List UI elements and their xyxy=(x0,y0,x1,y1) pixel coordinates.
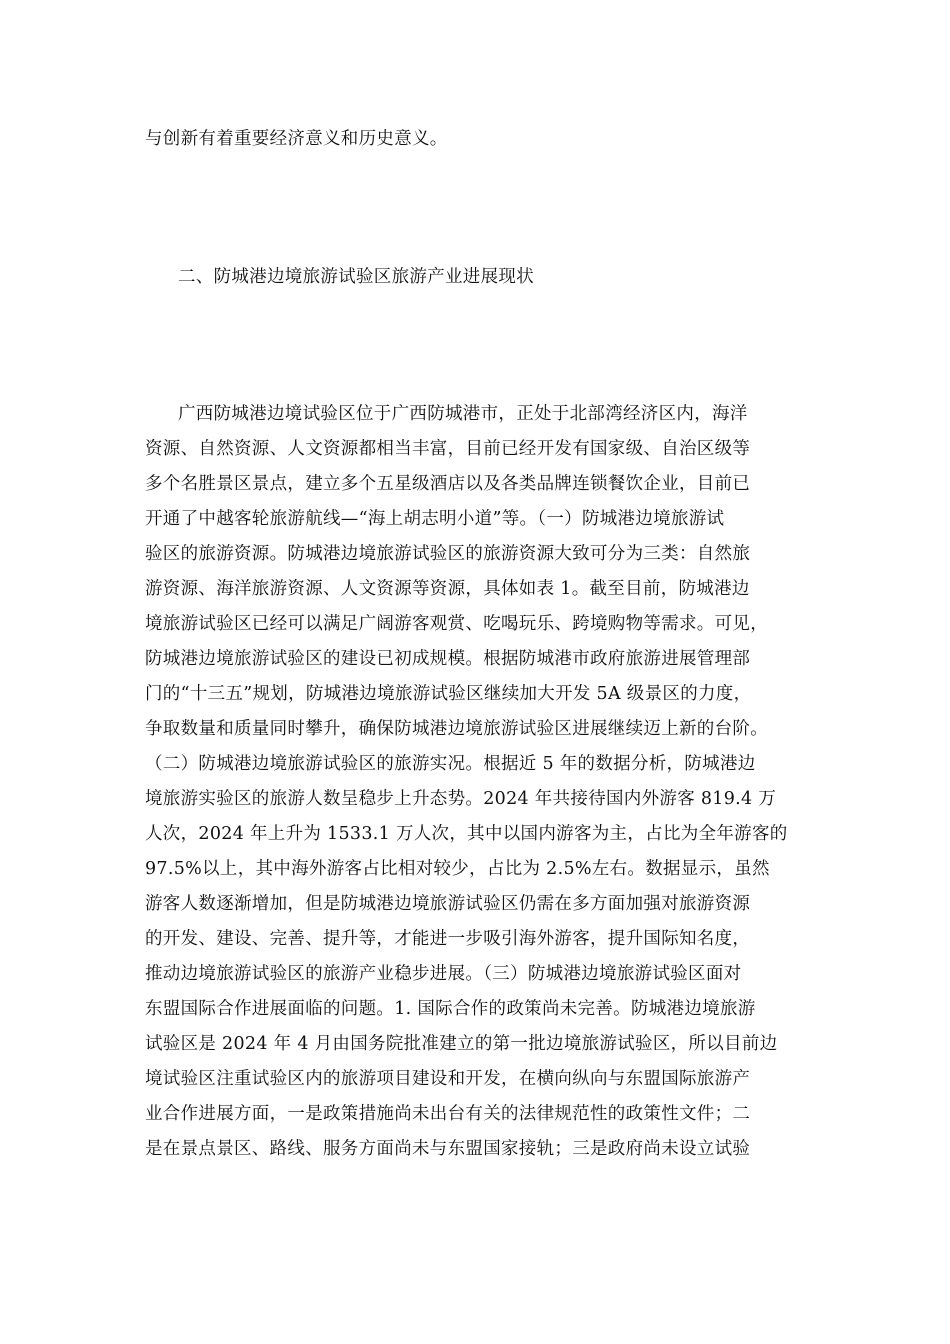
body-line: 是在景点景区、路线、服务方面尚未与东盟国家接轨；三是政府尚未设立试验 xyxy=(145,1139,751,1159)
body-line: 游资源、海洋旅游资源、人文资源等资源，具体如表 1。截至目前，防城港边 xyxy=(145,579,750,599)
body-line: （二）防城港边境旅游试验区的旅游实况。根据近 5 年的数据分析，防城港边 xyxy=(145,754,756,774)
body-line: 东盟国际合作进展面临的问题。1. 国际合作的政策尚未完善。防城港边境旅游 xyxy=(145,999,756,1019)
body-line: 资源、自然资源、人文资源都相当丰富，目前已经开发有国家级、自治区级等 xyxy=(145,439,751,459)
intro-tail-line: 与创新有着重要经济意义和历史意义。 xyxy=(145,129,448,149)
body-line: 的开发、建设、完善、提升等，才能进一步吸引海外游客，提升国际知名度， xyxy=(145,929,751,949)
body-line: 境试验区注重试验区内的旅游项目建设和开发，在横向纵向与东盟国际旅游产 xyxy=(145,1069,751,1089)
body-line: 业合作进展方面，一是政策措施尚未出台有关的法律规范性的政策性文件；二 xyxy=(145,1104,751,1124)
body-line: 推动边境旅游试验区的旅游产业稳步进展。（三）防城港边境旅游试验区面对 xyxy=(145,964,742,984)
body-line: 防城港边境旅游试验区的建设已初成规模。根据防城港市政府旅游进展管理部 xyxy=(145,649,751,669)
body-line: 97.5%以上，其中海外游客占比相对较少，占比为 2.5%左右。数据显示，虽然 xyxy=(145,859,770,879)
body-line: 争取数量和质量同时攀升，确保防城港边境旅游试验区进展继续迈上新的台阶。 xyxy=(145,719,768,739)
body-line: 开通了中越客轮旅游航线—“海上胡志明小道”等。（一）防城港边境旅游试 xyxy=(145,509,725,529)
body-line: 游客人数逐渐增加，但是防城港边境旅游试验区仍需在多方面加强对旅游资源 xyxy=(145,894,751,914)
body-line: 广西防城港边境试验区位于广西防城港市，正处于北部湾经济区内，海洋 xyxy=(178,404,748,424)
body-line: 境旅游试验区已经可以满足广阔游客观赏、吃喝玩乐、跨境购物等需求。可见， xyxy=(145,614,768,634)
body-line: 验区的旅游资源。防城港边境旅游试验区的旅游资源大致可分为三类：自然旅 xyxy=(145,544,751,564)
body-line: 境旅游实验区的旅游人数呈稳步上升态势。2024 年共接待国内外游客 819.4 万 xyxy=(145,789,777,809)
body-line: 人次，2024 年上升为 1533.1 万人次，其中以国内游客为主，占比为全年游客的 xyxy=(145,824,788,844)
body-line: 多个名胜景区景点，建立多个五星级酒店以及各类品牌连锁餐饮企业，目前已 xyxy=(145,474,751,494)
body-line: 门的“十三五”规划，防城港边境旅游试验区继续加大开发 5A 级景区的力度， xyxy=(145,684,752,704)
section-heading: 二、防城港边境旅游试验区旅游产业进展现状 xyxy=(178,267,534,287)
body-line: 试验区是 2024 年 4 月由国务院批准建立的第一批边境旅游试验区，所以目前边 xyxy=(145,1034,778,1054)
